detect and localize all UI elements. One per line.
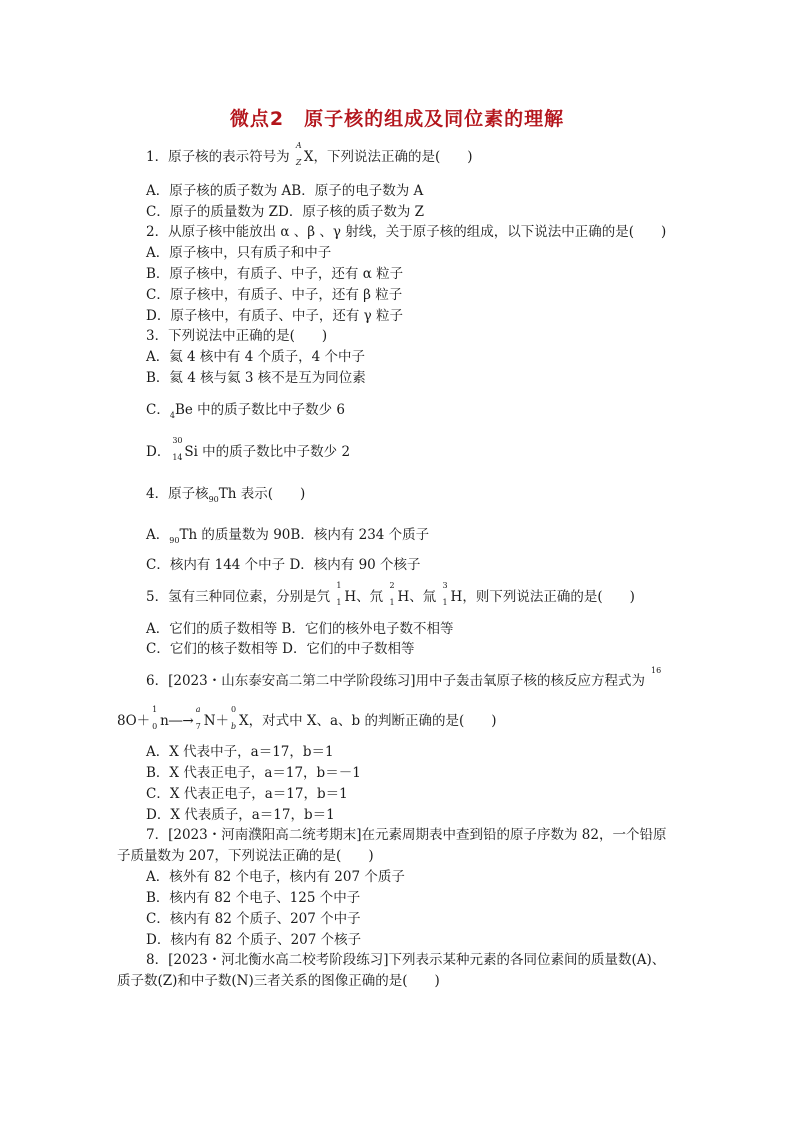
question-3-option-c: C．$_4$Be 中的质子数比中子数少 6 <box>146 402 346 420</box>
question-5-option-c: C．它们的核子数相等 D．它们的中子数相等 <box>146 641 415 657</box>
nuclide-symbol: A Z <box>295 141 302 167</box>
question-5-stem: 5．氢有三种同位素，分别是氕 1 1 H、氘 2 1 H、氚 3 1 H，则下列说法正确的是( ) <box>146 581 635 607</box>
question-3-option-a: A．氦 4 核中有 4 个质子，4 个中子 <box>146 349 365 365</box>
question-7-option-d: D．核内有 82 个质子、207 个核子 <box>146 932 362 948</box>
question-2-stem: 2．从原子核中能放出 α 、β 、γ 射线，关于原子核的组成，以下说法中正确的是( ) <box>146 224 667 240</box>
question-2-option-a: A．原子核中，只有质子和中子 <box>146 245 332 261</box>
question-3-option-b: B．氦 4 核与氦 3 核不是互为同位素 <box>146 370 366 386</box>
question-2-option-b: B．原子核中，有质子、中子，还有 α 粒子 <box>146 266 404 282</box>
question-6-stem: 6．[2023・山东泰安高二第二中学阶段练习]用中子轰击氧原子核的核反应方程式为$^{16}$ <box>146 666 662 689</box>
question-7-option-a: A．核外有 82 个电子，核内有 207 个质子 <box>146 869 405 885</box>
question-2-option-d: D．原子核中，有质子、中子，还有 γ 粒子 <box>146 308 403 324</box>
question-7-stem-line-1: 7．[2023・河南濮阳高二统考期末]在元素周期表中查到铅的原子序数为 82，一个铅原 <box>146 827 667 843</box>
question-7-option-b: B．核内有 82 个电子、125 个中子 <box>146 890 361 906</box>
question-2-option-c: C．原子核中，有质子、中子，还有 β 粒子 <box>146 287 403 303</box>
question-6-option-a: A．X 代表中子，a＝17，b＝1 <box>146 744 334 760</box>
question-3-option-d: D． 30 14 Si 中的质子数比中子数少 2 <box>146 436 351 462</box>
question-4-option-a: A．$_{90}$Th 的质量数为 90B．核内有 234 个质子 <box>146 527 430 545</box>
question-1-stem: 1．原子核的表示符号为 A Z X，下列说法正确的是( ) <box>146 141 473 167</box>
question-8-stem-line-1: 8．[2023・河北衡水高二校考阶段练习]下列表示某种元素的各同位素间的质量数(A)、 <box>146 952 666 968</box>
question-4-stem: 4．原子核$_{90}$Th 表示( ) <box>146 486 306 504</box>
question-7-stem-line-2: 子质量数为 207，下列说法正确的是( ) <box>117 848 374 864</box>
question-1-option-c: C．原子的质量数为 ZD．原子核的质子数为 Z <box>146 204 424 220</box>
page-title: 微点2 原子核的组成及同位素的理解 <box>229 108 565 130</box>
question-6-option-b: B．X 代表正电子，a＝17，b＝－1 <box>146 765 361 781</box>
question-5-option-a: A．它们的质子数相等 B．它们的核外电子数不相等 <box>146 621 454 637</box>
question-1-option-a: A．原子核的质子数为 AB．原子的电子数为 A <box>146 183 424 199</box>
question-7-option-c: C．核内有 82 个质子、207 个中子 <box>146 911 361 927</box>
question-8-stem-line-2: 质子数(Z)和中子数(N)三者关系的图像正确的是( ) <box>117 973 440 989</box>
question-6-option-d: D．X 代表质子，a＝17，b＝1 <box>146 807 335 823</box>
question-3-stem: 3．下列说法中正确的是( ) <box>146 328 328 344</box>
question-6-equation: 8O＋ 1 0 n―→ a 7 N＋ 0 b X，对式中 X、a、b 的判断正确的是( ) <box>117 705 497 731</box>
question-4-option-c: C．核内有 144 个中子 D．核内有 90 个核子 <box>146 557 421 573</box>
question-6-option-c: C．X 代表正电子，a＝17，b＝1 <box>146 786 348 802</box>
